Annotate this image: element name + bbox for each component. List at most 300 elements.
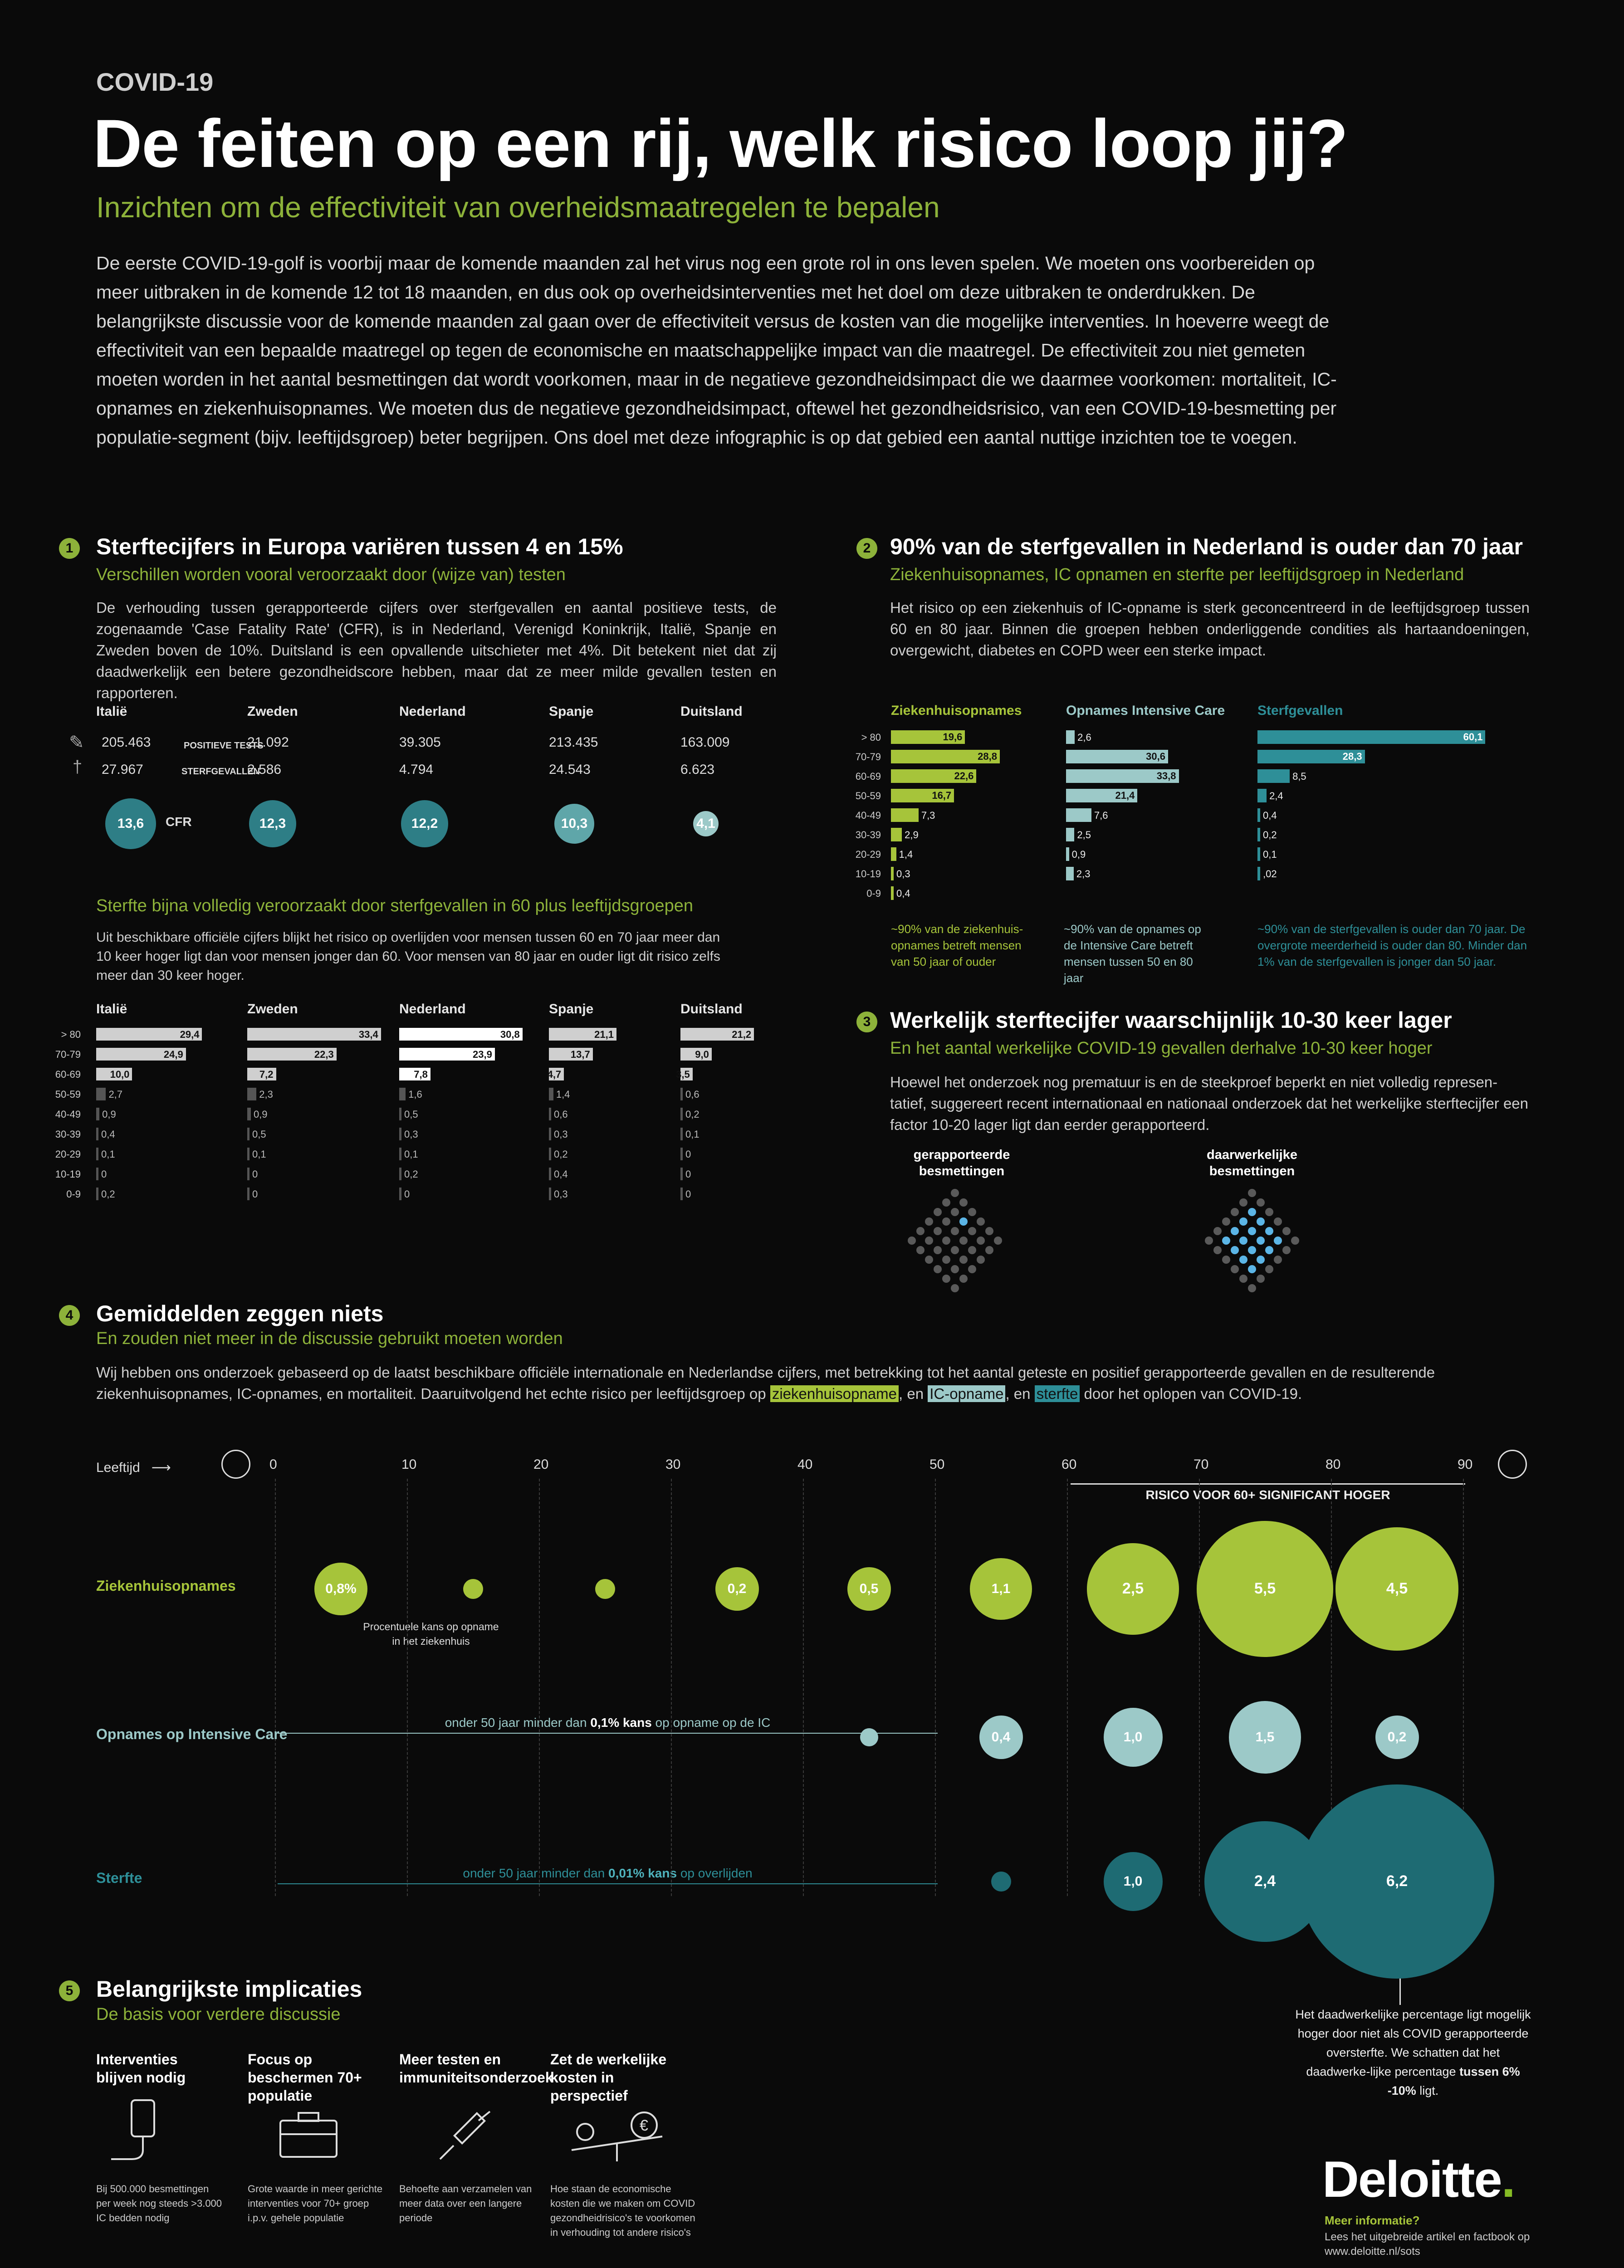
bar-value: 0,3 [404, 1129, 418, 1140]
dot-mark [1257, 1256, 1265, 1264]
bar-value: 3,5 [676, 1069, 690, 1080]
bar-value: 0,9 [1071, 849, 1086, 860]
bar-mark [1066, 730, 1075, 744]
first-aid-kit-icon [277, 2109, 340, 2159]
bubble-mark [860, 1728, 878, 1746]
bar-mark [680, 1128, 683, 1140]
dot-mark [1265, 1208, 1273, 1216]
bar-mark [399, 1148, 401, 1160]
bar-value: 28,8 [978, 751, 997, 762]
bubble-mark: 6,2 [1300, 1784, 1494, 1979]
section-text: Hoewel het onderzoek nog prematuur is en de steekproef beperkt en niet volledig represen-tatief, suggereert recent internationaal en nationaal onderzoek dat het werkelijke sterftecijfer een factor 10-20 lager ligt dan eerder gerapporteerd. [890, 1074, 1529, 1133]
section-title: Belangrijkste implicaties [96, 1976, 362, 2002]
bar-value: 0 [685, 1188, 691, 1200]
ic-arrow [278, 1733, 938, 1734]
dot-mark [959, 1237, 968, 1245]
dot-mark [968, 1246, 976, 1254]
bar-value: 9,0 [695, 1049, 709, 1060]
impl-3-text: Behoefte aan verzamelen van meer data over een langere periode [399, 2183, 532, 2224]
dot-mark [1248, 1189, 1256, 1197]
bar-mark [891, 730, 965, 744]
bubble-mark: 0,5 [847, 1567, 891, 1611]
section-number: 1 [59, 538, 80, 559]
bar-value: 22,3 [314, 1049, 334, 1060]
bar-value: 28,3 [1342, 751, 1362, 762]
country-name: Spanje [549, 704, 594, 719]
st-note: onder 50 jaar minder dan 0,01% kans op overlijden [463, 1866, 753, 1880]
deaths-value: 6.623 [680, 762, 715, 777]
x-tick: 90 [1458, 1457, 1473, 1472]
bar-value: 0,4 [1263, 810, 1277, 821]
age-label: 10-19 [855, 868, 881, 880]
section-subtitle: De basis voor verdere discussie [96, 2005, 341, 2024]
dot-mark [934, 1227, 942, 1235]
st-arrow [278, 1883, 938, 1884]
section-subtitle-2: Sterfte bijna volledig veroorzaakt door sterfgevallen in 60 plus leeftijdsgroepen [96, 896, 694, 915]
risk-label: RISICO VOOR 60+ SIGNIFICANT HOGER [1145, 1488, 1390, 1502]
bar-value: 60,1 [1463, 731, 1483, 743]
bar-mark [680, 1028, 754, 1041]
country-name: Nederland [399, 704, 466, 719]
bubble-mark: 2,4 [1204, 1821, 1325, 1942]
section-subtitle: Verschillen worden vooral veroorzaakt door (wijze van) testen [96, 565, 566, 584]
dot-mark [1282, 1227, 1291, 1235]
grid-line [803, 1479, 804, 1896]
elderly-icon [1498, 1450, 1527, 1479]
dot-mark [1248, 1227, 1256, 1235]
bar-value: 0,5 [252, 1129, 266, 1140]
age-label: Leeftijd ⟶ [96, 1460, 171, 1475]
bar-mark [96, 1048, 186, 1061]
svg-text:€: € [640, 2117, 648, 2134]
bar-mark [680, 1148, 683, 1160]
bar-mark [247, 1028, 381, 1041]
more-info-title: Meer informatie? [1325, 2214, 1420, 2227]
reported-diamond [908, 1189, 1002, 1292]
age-label: 40-49 [855, 810, 881, 821]
section-number: 4 [59, 1305, 80, 1326]
note-st: ~90% van de sterfgevallen is ouder dan 70 jaar. De overgrote meerderheid is ouder dan 80. Minder dan 1% van de sterfgevallen is jonger dan 50 jaar. [1257, 922, 1527, 968]
age-label: 0-9 [866, 888, 881, 899]
dot-mark [951, 1246, 959, 1254]
bar-mark [549, 1108, 551, 1120]
bar-mark [96, 1088, 106, 1100]
bar-mark [96, 1108, 99, 1120]
dot-mark [1231, 1246, 1239, 1254]
bar-mark [891, 789, 954, 802]
bar-mark [247, 1148, 249, 1160]
row-label: Sterfte [96, 1870, 142, 1886]
bar-mark [680, 1168, 683, 1180]
grid-line [935, 1479, 936, 1896]
actual-label: daarwerkelijke besmettingen [1207, 1148, 1297, 1178]
bar-value: 0,2 [101, 1188, 115, 1200]
dot-mark [916, 1227, 925, 1235]
bar-value: 21,1 [594, 1029, 614, 1040]
bar-mark [399, 1188, 401, 1200]
bar-mark [247, 1168, 249, 1180]
bar-value: 2,4 [1269, 790, 1283, 802]
bar-mark [1257, 730, 1485, 744]
dot-mark [985, 1227, 993, 1235]
bar-value: 30,8 [500, 1029, 520, 1040]
bar-mark [96, 1068, 132, 1080]
bar-mark [1066, 847, 1069, 861]
dot-diamonds [876, 1188, 1338, 1293]
bar-value: 0,1 [685, 1129, 699, 1140]
bubble-mark: 0,2 [715, 1567, 759, 1611]
bar-mark [247, 1108, 251, 1120]
grid-line [407, 1479, 408, 1896]
deaths-value: 2.586 [247, 762, 282, 777]
bar-mark [1066, 769, 1179, 783]
grid-line [1067, 1479, 1068, 1896]
risk-bracket [1071, 1483, 1465, 1485]
dot-mark [1222, 1217, 1230, 1226]
bar-value: 23,9 [473, 1049, 492, 1060]
grid-line [671, 1479, 672, 1896]
dot-mark [942, 1237, 950, 1245]
dot-mark [977, 1256, 985, 1264]
bar-mark [676, 1068, 693, 1080]
x-tick: 0 [269, 1457, 277, 1472]
pen-icon: ✎ [69, 733, 84, 753]
intro-text: De eerste COVID-19-golf is voorbij maar de komende maanden zal het virus nog een grote rol in ons leven spelen. We moeten ons voorbereiden op meer uitbraken in de komende 12 tot 18 maanden, en dus ook op overheidsinterventies met het doel om deze uitbraken te onderdrukken. De belangrijkste discussie voor de komende maanden zal gaan over de effectiviteit versus de kosten van die mogelijke interventies. In hoeverre weegt de effectiviteit van een bepaalde maatregel op tegen de economische en maatschappelijke impact van die maatregel. De effectiviteit zou niet gemeten moeten worden in het aantal besmettingen dat wordt voorkomen, maar in de negatieve gezondheidsimpact die we daarmee voorkomen: mortaliteit, IC-opnames en ziekenhuisopnames. We moeten dus de negatieve gezondheidsimpact, oftewel het gezondheidsrisico, van een COVID-19-besmetting per populatie-segment (bijv. leeftijdsgroep) beter begrijpen. Ons doel met deze infographic is op dat gebied een aantal nuttige inzichten toe te voegen. [96, 253, 1337, 448]
bar-value: 8,5 [1292, 771, 1306, 782]
dot-mark [994, 1237, 1002, 1245]
bar-value: 0 [252, 1188, 258, 1200]
bar-value: 16,7 [932, 790, 952, 801]
age-label: 50-59 [855, 790, 881, 802]
bar-value: 0,1 [404, 1149, 418, 1160]
bubble-mark: 1,1 [970, 1558, 1032, 1620]
bar-mark [891, 828, 902, 841]
x-tick: 80 [1326, 1457, 1341, 1472]
bar-mark [891, 750, 1000, 763]
page-title: De feiten op een rij, welk risico loop jij? [93, 105, 1348, 181]
bubble-mark: 1,0 [1104, 1852, 1163, 1911]
pos-label: POSITIEVE TESTS [184, 741, 264, 751]
cfr-circle: 10,3 [554, 804, 594, 844]
bar-mark [1066, 828, 1074, 841]
bar-value: 29,4 [180, 1029, 200, 1040]
x-tick: 20 [533, 1457, 549, 1472]
impl-4: Zet de werkelijke kosten in perspectief [550, 2051, 667, 2104]
bar-mark [891, 808, 919, 822]
dot-mark [1265, 1246, 1273, 1254]
dot-mark [1257, 1217, 1265, 1226]
section-text: Het risico op een ziekenhuis of IC-opname is sterk geconcentreerd in de leeftijdsgroep tussen 60 en 80 jaar. Binnen die groepen hebben onderliggende condities als hartaandoeningen, overgewicht, diabetes en COPD weer een sterke impact. [890, 599, 1530, 659]
impl-1: Interventies blijven nodig [96, 2051, 186, 2086]
dot-mark [1239, 1237, 1247, 1245]
country-name: Duitsland [680, 704, 743, 719]
dot-mark [1205, 1237, 1213, 1245]
bar-value: 0,3 [896, 868, 910, 880]
bar-value: 0,9 [253, 1109, 268, 1120]
bar-value: 0,6 [685, 1089, 699, 1100]
grid-line [539, 1479, 540, 1896]
impl-2: Focus op beschermen 70+ populatie [248, 2051, 362, 2104]
row-label: Opnames op Intensive Care [96, 1726, 288, 1742]
page-subtitle: Inzichten om de effectiviteit van overheidsmaatregelen te bepalen [96, 191, 940, 224]
bar-value: ,02 [1263, 868, 1277, 880]
bar-mark [549, 1168, 551, 1180]
deaths-value: 24.543 [549, 762, 591, 777]
bar-mark [96, 1128, 98, 1140]
bar-value: 7,3 [921, 810, 935, 821]
age-label: 20-29 [55, 1149, 81, 1160]
bar-mark [549, 1048, 593, 1061]
kicker: COVID-19 [96, 68, 214, 96]
dot-mark [1282, 1246, 1291, 1254]
baby-icon [221, 1450, 250, 1479]
bar-value: 0,6 [554, 1109, 568, 1120]
bar-value: 0,2 [404, 1168, 418, 1180]
bar-value: 2,3 [1076, 868, 1091, 880]
country-name: Zweden [247, 704, 298, 719]
dot-mark [968, 1265, 976, 1273]
bar-value: 0,2 [1263, 829, 1277, 841]
tests-value: 21.092 [247, 735, 289, 750]
hl-zh: ziekenhuisopname [770, 1385, 899, 1402]
dot-mark [959, 1217, 968, 1226]
dot-mark [908, 1237, 916, 1245]
ic-note: onder 50 jaar minder dan 0,1% kans op opname op de IC [445, 1716, 771, 1730]
section-title: 90% van de sterfgevallen in Nederland is ouder dan 70 jaar [890, 534, 1523, 559]
bubble-mark: 0,4 [979, 1716, 1023, 1759]
age-label: 20-29 [855, 849, 881, 860]
reported-label: gerapporteerde besmettingen [913, 1148, 1010, 1178]
x-tick: 50 [929, 1457, 945, 1472]
bar-value: 2,3 [259, 1089, 273, 1100]
bar-mark [96, 1168, 98, 1180]
bar-value: 33,4 [358, 1029, 378, 1040]
dot-mark [951, 1189, 959, 1197]
grid-line [275, 1479, 276, 1896]
dot-mark [1274, 1237, 1282, 1245]
bar-value: 19,6 [943, 731, 963, 743]
dot-mark [977, 1237, 985, 1245]
bar-mark [399, 1108, 401, 1120]
section-number: 5 [59, 1980, 80, 2001]
series-name: Duitsland [680, 1002, 743, 1017]
section-subtitle: Ziekenhuisopnames, IC opnamen en sterfte per leeftijdsgroep in Nederland [890, 565, 1464, 584]
bar-mark [549, 1188, 551, 1200]
bar-mark [891, 886, 894, 900]
impl-2-text: Grote waarde in meer gerichte interventies voor 70+ groep i.p.v. gehele populatie [248, 2183, 383, 2224]
dot-mark [1257, 1237, 1265, 1245]
series-name: Nederland [399, 1002, 466, 1017]
bar-mark [1257, 828, 1260, 841]
bar-value: 2,5 [1077, 829, 1091, 841]
hl-st: sterfte [1035, 1385, 1080, 1402]
bar-mark [399, 1028, 523, 1041]
cfr-circle: 12,3 [249, 800, 297, 848]
impl-3: Meer testen en immuniteitsonderzoek [399, 2051, 553, 2086]
country-name: Italië [96, 704, 127, 719]
impl-4-text: Hoe staan de economische kosten die we maken om COVID gezondheidrisico's te voorkomen in verhouding tot andere risico's [550, 2183, 695, 2238]
dot-mark [968, 1227, 976, 1235]
dot-mark [951, 1227, 959, 1235]
series-name: Spanje [549, 1002, 594, 1017]
age-label: 60-69 [855, 771, 881, 782]
section-text: Wij hebben ons onderzoek gebaseerd op de laatst beschikbare officiële internationale en Nederlandse cijfers, met betrekking tot het aantal geteste en positief gerapporteerde gevallen en de resulterende ziekenhuisopnames, IC-opnames, en mortaliteit. Daaruitvolgend het echte risico per leeftijdsgroep op ziekenhuisopname , en IC-opname , en sterfte door het oplopen van COVID-19. [96, 1364, 1435, 1402]
dot-mark [1291, 1237, 1299, 1245]
dot-mark [1239, 1198, 1247, 1207]
dot-mark [1257, 1275, 1265, 1283]
age-label: 70-79 [855, 751, 881, 763]
section-title: Werkelijk sterftecijfer waarschijnlijk 10-30 keer lager [890, 1007, 1452, 1033]
x-tick: 70 [1194, 1457, 1209, 1472]
dot-mark [934, 1208, 942, 1216]
dot-mark [959, 1198, 968, 1207]
bar-mark [549, 1128, 551, 1140]
bar-mark [96, 1028, 202, 1041]
dot-mark [942, 1275, 950, 1283]
bar-value: 21,4 [1115, 790, 1135, 801]
bar-mark [96, 1148, 98, 1160]
dot-mark [1248, 1246, 1256, 1254]
dot-mark [951, 1265, 959, 1273]
bar-value: 1,4 [556, 1089, 570, 1100]
more-info-link[interactable]: Lees het uitgebreide artikel en factbook op www.deloitte.nl/sots [1325, 2231, 1530, 2258]
bar-mark [1257, 847, 1260, 861]
x-tick: 60 [1061, 1457, 1077, 1472]
bar-mark [399, 1088, 406, 1100]
note-zh: ~90% van de ziekenhuis-opnames betreft mensen van 50 jaar of ouder [891, 922, 1023, 968]
dot-mark [1239, 1275, 1247, 1283]
bar-value: 0,1 [1263, 849, 1277, 860]
bar-value: 0,3 [554, 1188, 568, 1200]
cfr-circle: 4,1 [693, 811, 719, 836]
age-label: 30-39 [855, 829, 881, 841]
bubble-mark [463, 1579, 483, 1599]
bubble-mark: 5,5 [1197, 1521, 1333, 1657]
bar-value: 1,6 [408, 1089, 422, 1100]
bar-mark [1257, 808, 1260, 822]
bar-mark [549, 1068, 564, 1080]
dot-mark [1231, 1265, 1239, 1273]
cfr-circle: 12,2 [401, 800, 448, 847]
bar-mark [1066, 789, 1137, 802]
bubble-mark: 1,0 [1104, 1708, 1163, 1767]
dot-mark [951, 1284, 959, 1292]
dot-mark [1222, 1237, 1230, 1245]
bar-value: 2,6 [1077, 732, 1091, 743]
bar-mark [1066, 867, 1074, 880]
dot-mark [1213, 1227, 1222, 1235]
bar-value: 4,7 [547, 1069, 562, 1080]
cfr-circle: 13,6 [105, 798, 156, 849]
dot-mark [934, 1246, 942, 1254]
bar-value: 7,8 [414, 1069, 428, 1080]
age-label: 0-9 [66, 1188, 81, 1200]
dot-mark [968, 1208, 976, 1216]
age-label: 10-19 [55, 1168, 81, 1180]
dot-mark [1222, 1256, 1230, 1264]
age-label: > 80 [861, 732, 881, 743]
bar-value: 0,2 [554, 1149, 568, 1160]
syringe-icon [435, 2109, 494, 2164]
impl-1-text: Bij 500.000 besmettingen per week nog steeds >3.000 IC bedden nodig [96, 2183, 222, 2224]
dot-mark [1265, 1265, 1273, 1273]
dot-mark [925, 1237, 933, 1245]
dot-mark [942, 1217, 950, 1226]
age-label: 70-79 [55, 1049, 81, 1060]
bar-mark [680, 1048, 712, 1061]
bar-value: 0 [252, 1168, 258, 1180]
age-label: 50-59 [55, 1089, 81, 1100]
bar-value: 0,1 [252, 1149, 266, 1160]
bar-value: 10,0 [110, 1069, 130, 1080]
age-label: 60-69 [55, 1069, 81, 1080]
bar-mark [399, 1048, 495, 1061]
bar-mark [1066, 808, 1091, 822]
dot-mark [1248, 1265, 1256, 1273]
bubble-mark: 0,2 [1375, 1716, 1419, 1759]
series-name: Sterfgevallen [1257, 703, 1343, 718]
bar-value: 0,3 [554, 1129, 568, 1140]
tests-value: 39.305 [399, 735, 441, 750]
dot-mark [959, 1256, 968, 1264]
section-title: Sterftecijfers in Europa variëren tussen 4 en 15% [96, 534, 623, 559]
hl-ic: IC-opname [928, 1385, 1005, 1402]
series-name: Italië [96, 1002, 127, 1017]
bar-value: 0,4 [101, 1129, 115, 1140]
section-number: 3 [856, 1012, 877, 1032]
bubble-mark [595, 1579, 615, 1599]
bar-value: 0,5 [404, 1109, 418, 1120]
bar-value: 0,9 [102, 1109, 116, 1120]
bar-mark [399, 1068, 430, 1080]
bar-mark [1257, 789, 1267, 802]
bar-value: 7,6 [1094, 810, 1108, 821]
callout-zh: Procentuele kans op opname in het ziekenhuis [363, 1621, 499, 1647]
tests-value: 205.463 [102, 735, 151, 750]
bar-mark [1257, 867, 1260, 880]
bar-value: 30,6 [1146, 751, 1165, 762]
bar-mark [399, 1128, 401, 1140]
dot-mark [942, 1198, 950, 1207]
x-tick: 10 [401, 1457, 417, 1472]
bar-value: 0,4 [896, 888, 910, 899]
dot-mark [925, 1256, 933, 1264]
bar-value: 13,7 [570, 1049, 590, 1060]
bar-value: 0,2 [685, 1109, 699, 1120]
cross-icon: † [73, 758, 83, 777]
grid-line [1199, 1479, 1200, 1896]
dot-mark [977, 1217, 985, 1226]
section-subtitle: En het aantal werkelijke COVID-19 gevallen derhalve 10-30 keer hoger [890, 1039, 1433, 1058]
dot-mark [1231, 1208, 1239, 1216]
bar-mark [247, 1128, 249, 1140]
series-name: Ziekenhuisopnames [891, 703, 1022, 718]
bar-mark [399, 1168, 401, 1180]
dot-mark [1265, 1227, 1273, 1235]
bar-mark [549, 1148, 551, 1160]
age-label: 30-39 [55, 1129, 81, 1140]
age-label: 40-49 [55, 1109, 81, 1120]
bubble-mark [991, 1872, 1011, 1892]
series-name: Opnames Intensive Care [1066, 703, 1225, 718]
bar-mark [96, 1188, 98, 1200]
bar-value: 22,6 [954, 770, 974, 782]
bar-mark [247, 1188, 249, 1200]
bar-mark [1257, 750, 1365, 763]
dot-mark [1274, 1217, 1282, 1226]
section-subtitle: En zouden niet meer in de discussie gebruikt moeten worden [96, 1329, 563, 1348]
bar-value: 7,2 [259, 1069, 274, 1080]
